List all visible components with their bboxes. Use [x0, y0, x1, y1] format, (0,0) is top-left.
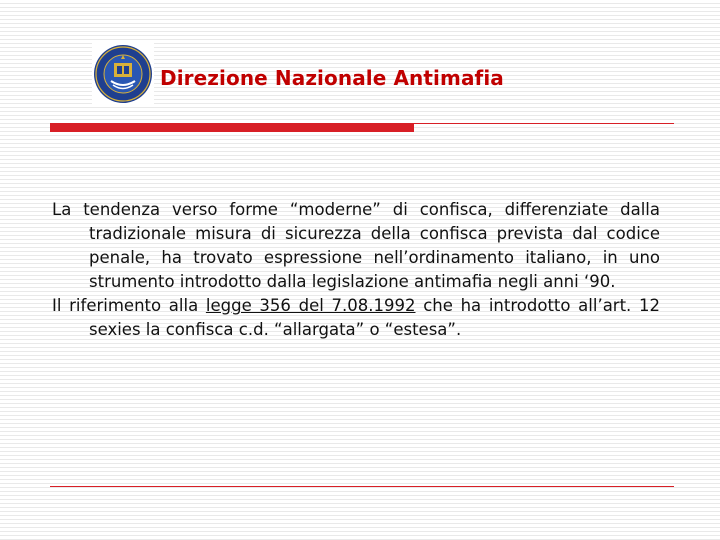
paragraph-riferimento-legge — [52, 294, 660, 342]
header-accent-bar — [50, 124, 414, 132]
paragraph-confisca-moderna: La tendenza verso forme “moderne” di confisca, differenziate dalla tradizionale misura di sicurezza della confisca prevista dal codice penale, ha trovato espressione nell’ordinamento italiano, in uno strumento introdotto dalla legislazione antimafia negli anni ‘90. — [52, 200, 660, 291]
dna-seal-logo — [92, 43, 154, 105]
footer-rule — [50, 486, 674, 487]
paragraph-text-after: che ha introdotto all’art. 12 sexies la confisca c.d. “allargata” o “estesa”. — [89, 296, 660, 339]
seal-emblem-icon — [92, 43, 154, 105]
slide-body — [52, 198, 660, 342]
paragraph-text-before: Il riferimento alla — [52, 296, 206, 315]
law-reference-link[interactable]: legge 356 del 7.08.1992 — [205, 296, 416, 315]
page-title: Direzione Nazionale Antimafia — [160, 66, 504, 90]
